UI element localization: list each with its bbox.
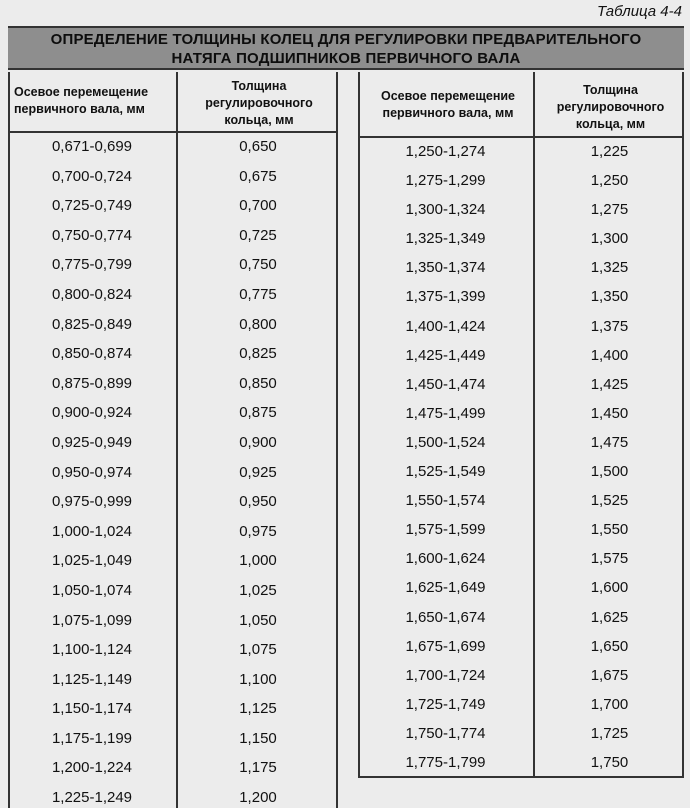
ring-thickness-cell: 1,575 xyxy=(590,550,629,568)
ring-thickness-cell: 0,975 xyxy=(239,522,277,540)
header-text: регулировочного xyxy=(556,100,665,114)
header-text: Толщина xyxy=(231,79,287,93)
table-row xyxy=(360,370,682,399)
table-row xyxy=(360,253,682,282)
table-row xyxy=(10,162,336,192)
table-row xyxy=(360,719,682,748)
table-row xyxy=(360,690,682,719)
table-row xyxy=(360,457,682,486)
ring-thickness-cell: 1,500 xyxy=(590,463,629,481)
ring-thickness-cell: 0,725 xyxy=(239,226,277,244)
displacement-range-cell: 1,150-1,174 xyxy=(51,700,133,718)
ring-thickness-cell: 0,700 xyxy=(239,197,277,215)
table-row xyxy=(10,606,336,636)
table-row xyxy=(10,635,336,665)
ring-thickness-cell: 1,450 xyxy=(590,404,629,422)
displacement-range-cell: 1,450-1,474 xyxy=(405,375,486,393)
ring-thickness-cell: 0,925 xyxy=(239,463,277,481)
header-text: первичного вала, мм xyxy=(14,102,145,116)
ring-thickness-cell: 1,225 xyxy=(590,143,629,160)
table-row xyxy=(360,195,682,224)
ring-thickness-cell: 1,525 xyxy=(590,492,629,510)
displacement-range-cell: 1,525-1,549 xyxy=(405,463,486,481)
ring-thickness-cell: 1,075 xyxy=(239,641,277,659)
title-line-2: НАТЯГА ПОДШИПНИКОВ ПЕРВИЧНОГО ВАЛА xyxy=(171,50,521,67)
ring-thickness-cell: 1,375 xyxy=(590,317,629,335)
displacement-range-cell: 1,750-1,774 xyxy=(405,724,486,742)
ring-thickness-cell: 0,650 xyxy=(239,138,277,155)
header-ring-thickness xyxy=(180,78,338,129)
displacement-range-cell: 1,600-1,624 xyxy=(405,550,486,568)
table-row xyxy=(10,398,336,428)
displacement-range-cell: 1,675-1,699 xyxy=(405,637,486,655)
ring-thickness-cell: 1,750 xyxy=(590,753,629,771)
ring-thickness-cell: 1,600 xyxy=(590,579,629,597)
ring-thickness-cell: 1,400 xyxy=(590,346,629,364)
displacement-range-cell: 1,000-1,024 xyxy=(51,522,133,540)
table-row xyxy=(10,132,336,162)
table-row xyxy=(10,694,336,724)
table-row xyxy=(360,632,682,661)
ring-thickness-cell: 0,800 xyxy=(239,315,277,333)
ring-thickness-cell: 1,250 xyxy=(590,172,629,190)
table-row xyxy=(360,224,682,253)
displacement-range-cell: 1,075-1,099 xyxy=(51,611,133,629)
table-row xyxy=(360,748,682,777)
displacement-range-cell: 1,325-1,349 xyxy=(405,230,486,248)
header-text: Осевое перемещение xyxy=(380,89,515,103)
table-row xyxy=(10,665,336,695)
header-axial-displacement xyxy=(364,88,532,122)
ring-thickness-cell: 1,700 xyxy=(590,695,629,713)
displacement-range-cell: 0,950-0,974 xyxy=(51,463,133,481)
table-row xyxy=(10,428,336,458)
displacement-range-cell: 1,200-1,224 xyxy=(51,759,133,777)
displacement-range-cell: 0,925-0,949 xyxy=(51,433,133,451)
table-row xyxy=(360,312,682,341)
ring-thickness-cell: 1,325 xyxy=(590,259,629,277)
table-row xyxy=(10,221,336,251)
table-row xyxy=(360,137,682,166)
table-row xyxy=(360,515,682,544)
ring-thickness-cell: 1,275 xyxy=(590,201,629,219)
table-row xyxy=(10,487,336,517)
displacement-range-cell: 0,671-0,699 xyxy=(51,138,133,155)
header-text: Толщина xyxy=(583,83,638,97)
displacement-range-cell: 1,775-1,799 xyxy=(405,753,486,771)
table-row xyxy=(10,280,336,310)
table-row xyxy=(360,399,682,428)
ring-thickness-cell: 1,300 xyxy=(590,230,629,248)
header-text: Осевое перемещение xyxy=(14,85,149,99)
table-row xyxy=(10,458,336,488)
table-row xyxy=(10,517,336,547)
ring-thickness-cell: 0,750 xyxy=(239,256,277,274)
ring-thickness-cell: 0,850 xyxy=(239,374,277,392)
displacement-range-cell: 1,050-1,074 xyxy=(51,581,133,599)
ring-thickness-cell: 1,125 xyxy=(239,700,277,718)
displacement-range-cell: 1,375-1,399 xyxy=(405,288,486,306)
table-row xyxy=(360,573,682,602)
ring-thickness-cell: 1,350 xyxy=(590,288,629,306)
header-text: кольца, мм xyxy=(224,113,294,127)
ring-thickness-cell: 1,150 xyxy=(239,729,277,747)
table-row xyxy=(360,166,682,195)
header-ring-thickness xyxy=(537,82,684,133)
displacement-range-cell: 0,825-0,849 xyxy=(51,315,133,333)
displacement-range-cell: 1,725-1,749 xyxy=(405,695,486,713)
header-axial-displacement xyxy=(14,84,174,118)
table-row xyxy=(360,603,682,632)
table-row xyxy=(10,783,336,808)
ring-thickness-cell: 1,675 xyxy=(590,666,629,684)
displacement-range-cell: 1,625-1,649 xyxy=(405,579,486,597)
displacement-range-cell: 0,900-0,924 xyxy=(51,404,133,422)
table-number-label: Таблица 4-4 xyxy=(596,3,682,20)
left-table-body xyxy=(10,132,336,808)
ring-thickness-cell: 1,200 xyxy=(239,789,277,807)
ring-thickness-cell: 1,475 xyxy=(590,433,629,451)
left-table xyxy=(8,72,338,808)
ring-thickness-cell: 1,725 xyxy=(590,724,629,742)
displacement-range-cell: 1,400-1,424 xyxy=(405,317,486,335)
ring-thickness-cell: 1,050 xyxy=(239,611,277,629)
table-row xyxy=(360,486,682,515)
ring-thickness-cell: 1,100 xyxy=(239,670,277,688)
displacement-range-cell: 1,175-1,199 xyxy=(51,729,133,747)
table-row xyxy=(10,546,336,576)
ring-thickness-cell: 1,425 xyxy=(590,375,629,393)
table-row xyxy=(360,341,682,370)
ring-thickness-cell: 0,675 xyxy=(239,167,277,185)
ring-thickness-cell: 1,175 xyxy=(239,759,277,777)
displacement-range-cell: 0,700-0,724 xyxy=(51,167,133,185)
ring-thickness-cell: 0,825 xyxy=(239,345,277,363)
header-text: кольца, мм xyxy=(575,117,646,131)
displacement-range-cell: 1,300-1,324 xyxy=(405,201,486,219)
displacement-range-cell: 1,275-1,299 xyxy=(405,172,486,190)
table-row xyxy=(10,576,336,606)
table-row xyxy=(10,339,336,369)
displacement-range-cell: 1,125-1,149 xyxy=(51,670,133,688)
ring-thickness-cell: 1,550 xyxy=(590,521,629,539)
table-row xyxy=(10,191,336,221)
table-row xyxy=(10,310,336,340)
displacement-range-cell: 0,750-0,774 xyxy=(51,226,133,244)
displacement-range-cell: 1,500-1,524 xyxy=(405,433,486,451)
displacement-range-cell: 1,475-1,499 xyxy=(405,404,486,422)
table-row xyxy=(10,724,336,754)
displacement-range-cell: 1,700-1,724 xyxy=(405,666,486,684)
header-text: регулировочного xyxy=(205,96,313,110)
displacement-range-cell: 0,775-0,799 xyxy=(51,256,133,274)
right-table xyxy=(358,72,684,778)
header-text: первичного вала, мм xyxy=(382,106,514,120)
ring-thickness-cell: 0,875 xyxy=(239,404,277,422)
title-line-1: ОПРЕДЕЛЕНИЕ ТОЛЩИНЫ КОЛЕЦ ДЛЯ РЕГУЛИРОВКИ ПРЕДВАРИТЕЛЬНОГО xyxy=(50,31,642,48)
displacement-range-cell: 1,350-1,374 xyxy=(405,259,486,277)
table-row xyxy=(360,544,682,573)
displacement-range-cell: 0,875-0,899 xyxy=(51,374,133,392)
ring-thickness-cell: 0,775 xyxy=(239,285,277,303)
displacement-range-cell: 1,425-1,449 xyxy=(405,346,486,364)
ring-thickness-cell: 1,650 xyxy=(590,637,629,655)
ring-thickness-cell: 0,950 xyxy=(239,493,277,511)
displacement-range-cell: 1,650-1,674 xyxy=(405,608,486,626)
displacement-range-cell: 1,100-1,124 xyxy=(51,641,133,659)
displacement-range-cell: 1,025-1,049 xyxy=(51,552,133,570)
displacement-range-cell: 1,550-1,574 xyxy=(405,492,486,510)
table-title xyxy=(8,26,684,70)
displacement-range-cell: 0,850-0,874 xyxy=(51,345,133,363)
displacement-range-cell: 0,800-0,824 xyxy=(51,285,133,303)
table-row xyxy=(10,753,336,783)
displacement-range-cell: 0,975-0,999 xyxy=(51,493,133,511)
table-row xyxy=(360,282,682,311)
right-table-body xyxy=(360,137,682,777)
table-row xyxy=(10,369,336,399)
displacement-range-cell: 1,225-1,249 xyxy=(51,789,133,807)
displacement-range-cell: 1,250-1,274 xyxy=(405,143,486,160)
displacement-range-cell: 0,725-0,749 xyxy=(51,197,133,215)
table-row xyxy=(360,661,682,690)
ring-thickness-cell: 1,625 xyxy=(590,608,629,626)
table-row xyxy=(360,428,682,457)
ring-thickness-cell: 1,025 xyxy=(239,581,277,599)
ring-thickness-cell: 0,900 xyxy=(239,433,277,451)
table-row xyxy=(10,250,336,280)
displacement-range-cell: 1,575-1,599 xyxy=(405,521,486,539)
ring-thickness-cell: 1,000 xyxy=(239,552,277,570)
